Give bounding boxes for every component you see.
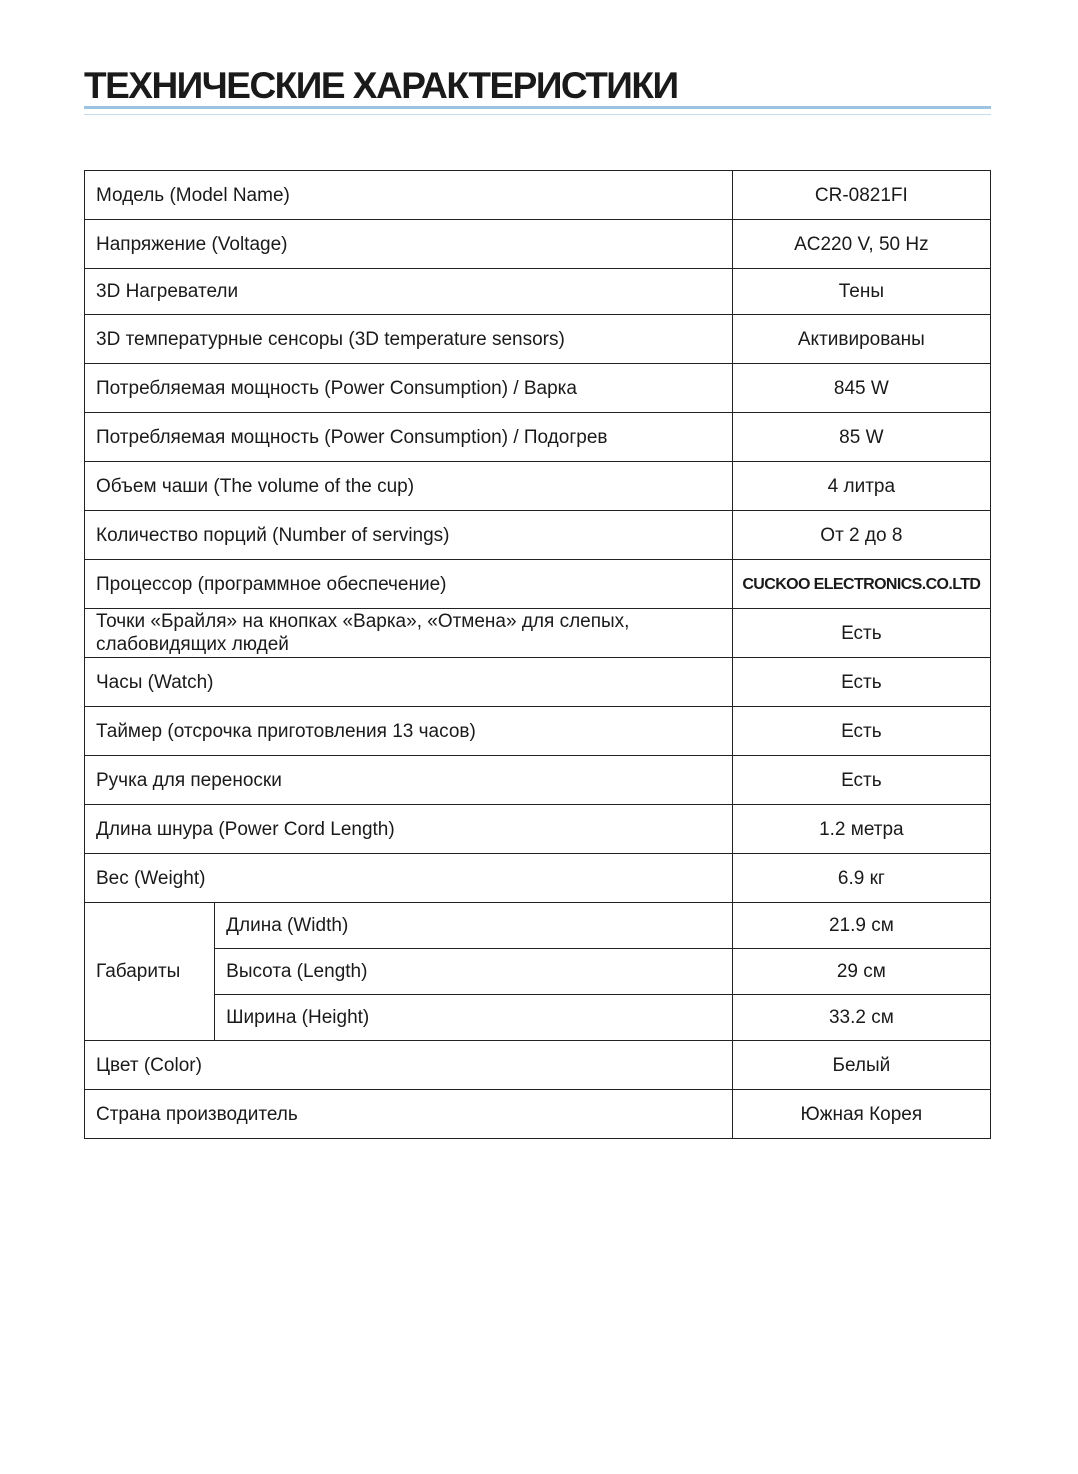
spec-table bbox=[84, 170, 991, 1139]
spec-label: 3D Нагреватели bbox=[85, 269, 733, 315]
spec-label: Длина шнура (Power Cord Length) bbox=[85, 805, 733, 854]
table-row bbox=[85, 560, 991, 609]
spec-value: 6.9 кг bbox=[732, 854, 990, 903]
spec-value: Есть bbox=[732, 756, 990, 805]
table-row bbox=[85, 805, 991, 854]
spec-value: От 2 до 8 bbox=[732, 511, 990, 560]
spec-label: Потребляемая мощность (Power Consumption) / Подогрев bbox=[85, 413, 733, 462]
spec-label: Высота (Length) bbox=[215, 949, 733, 995]
table-row bbox=[85, 707, 991, 756]
table-row bbox=[85, 949, 991, 995]
spec-label: Модель (Model Name) bbox=[85, 171, 733, 220]
table-row bbox=[85, 609, 991, 658]
table-row bbox=[85, 854, 991, 903]
spec-label: Объем чаши (The volume of the cup) bbox=[85, 462, 733, 511]
dimensions-label: Габариты bbox=[85, 903, 215, 1041]
table-row bbox=[85, 413, 991, 462]
spec-value: 845 W bbox=[732, 364, 990, 413]
spec-value: 85 W bbox=[732, 413, 990, 462]
spec-value: 29 см bbox=[732, 949, 990, 995]
spec-label: Потребляемая мощность (Power Consumption) / Варка bbox=[85, 364, 733, 413]
spec-value: Есть bbox=[732, 609, 990, 658]
table-row bbox=[85, 220, 991, 269]
spec-value: 33.2 см bbox=[732, 995, 990, 1041]
title-underline bbox=[84, 106, 991, 109]
table-row bbox=[85, 995, 991, 1041]
table-row bbox=[85, 364, 991, 413]
spec-label: Ширина (Height) bbox=[215, 995, 733, 1041]
spec-value: Тены bbox=[732, 269, 990, 315]
table-row bbox=[85, 1041, 991, 1090]
spec-label: Ручка для переноски bbox=[85, 756, 733, 805]
spec-value: AC220 V, 50 Hz bbox=[732, 220, 990, 269]
title-underline-thin bbox=[84, 114, 991, 115]
table-row bbox=[85, 511, 991, 560]
spec-value: Есть bbox=[732, 707, 990, 756]
spec-value: Южная Корея bbox=[732, 1090, 990, 1139]
table-row bbox=[85, 756, 991, 805]
spec-value: Есть bbox=[732, 658, 990, 707]
spec-label: Длина (Width) bbox=[215, 903, 733, 949]
spec-label: 3D температурные сенсоры (3D temperature sensors) bbox=[85, 315, 733, 364]
spec-label: Вес (Weight) bbox=[85, 854, 733, 903]
page-title: ТЕХНИЧЕСКИЕ ХАРАКТЕРИСТИКИ bbox=[84, 65, 678, 106]
spec-value: 4 литра bbox=[732, 462, 990, 511]
spec-value: Белый bbox=[732, 1041, 990, 1090]
spec-value: CR-0821FI bbox=[732, 171, 990, 220]
table-row bbox=[85, 1090, 991, 1139]
spec-value: 1.2 метра bbox=[732, 805, 990, 854]
table-row bbox=[85, 315, 991, 364]
table-row bbox=[85, 171, 991, 220]
spec-label: Часы (Watch) bbox=[85, 658, 733, 707]
spec-value: Активированы bbox=[732, 315, 990, 364]
spec-label: Точки «Брайля» на кнопках «Варка», «Отмена» для слепых, слабовидящих людей bbox=[85, 609, 733, 658]
table-row bbox=[85, 658, 991, 707]
spec-label: Процессор (программное обеспечение) bbox=[85, 560, 733, 609]
spec-label: Количество порций (Number of servings) bbox=[85, 511, 733, 560]
spec-value: CUCKOO ELECTRONICS.CO.LTD bbox=[732, 560, 990, 609]
spec-label: Страна производитель bbox=[85, 1090, 733, 1139]
spec-value: 21.9 см bbox=[732, 903, 990, 949]
table-row bbox=[85, 269, 991, 315]
spec-label: Цвет (Color) bbox=[85, 1041, 733, 1090]
table-row bbox=[85, 462, 991, 511]
table-row bbox=[85, 903, 991, 949]
spec-label: Таймер (отсрочка приготовления 13 часов) bbox=[85, 707, 733, 756]
spec-label: Напряжение (Voltage) bbox=[85, 220, 733, 269]
